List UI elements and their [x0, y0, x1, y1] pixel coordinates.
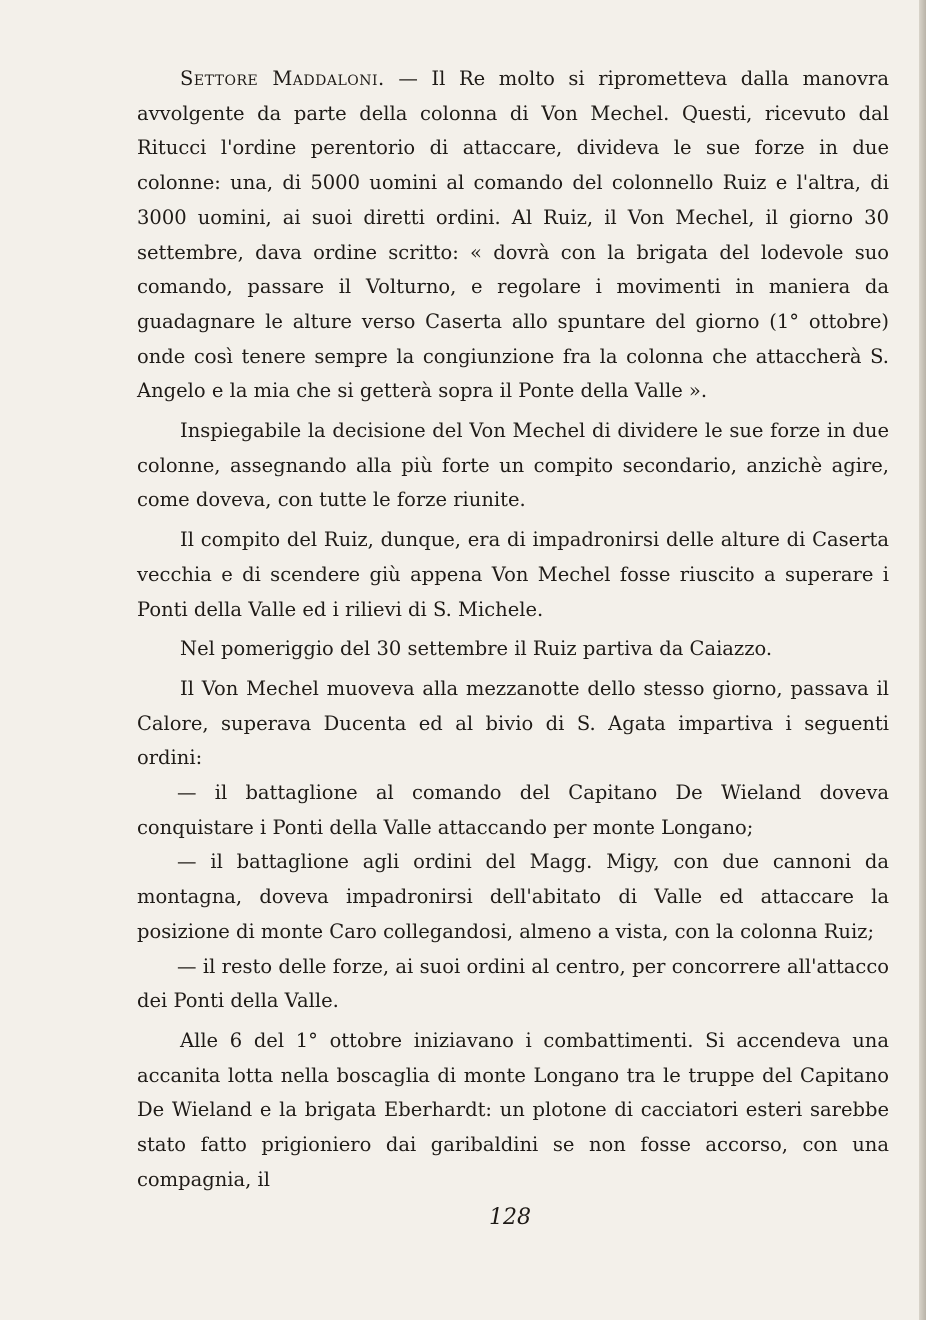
paragraph: Alle 6 del 1° ottobre iniziavano i combattimenti. Si accendeva una accanita lotta nella boscaglia di monte Longano tra le truppe del Capitano De Wieland e la brigata Eberhardt: un plotone di cacciatori esteri sarebbe stato fatto prigioniero dai garibaldini se non fosse accorso, con una compagnia, il [137, 1028, 889, 1191]
section-heading: Settore Maddaloni. [180, 67, 385, 90]
body-text [137, 62, 889, 1198]
order-list-item: — il battaglione agli ordini del Magg. Migy, con due cannoni da montagna, doveva impadronirsi dell'abitato di Valle ed attaccare la posizione di monte Caro collegandosi, almeno a vista, con la colonna Ruiz; [137, 850, 889, 943]
page-number: 128 [489, 1205, 531, 1230]
paragraph-text: — Il Re molto si riprometteva dalla manovra avvolgente da parte della colonna di Von Mechel. Questi, ricevuto dal Ritucci l'ordine perentorio di attaccare, divideva le sue forze in due colonne: una, di 5000 uomini al comando del colonnello Ruiz e l'altra, di 3000 uomini, ai suoi diretti ordini. Al Ruiz, il Von Mechel, il giorno 30 settembre, dava ordine scritto: « dovrà con la brigata del lodevole suo comando, passare il Volturno, e regolare i movimenti in maniera da guadagnare le alture verso Caserta allo spuntare del giorno (1° ottobre) onde così tenere sempre la congiunzione fra la colonna che attaccherà S. Angelo e la mia che si getterà sopra il Ponte della Valle ». [137, 67, 889, 403]
paragraph: Nel pomeriggio del 30 settembre il Ruiz partiva da Caiazzo. [180, 637, 773, 661]
paragraph [137, 62, 889, 409]
paragraph: Inspiegabile la decisione del Von Mechel di dividere le sue forze in due colonne, assegnando alla più forte un compito secondario, anzichè agire, come doveva, con tutte le forze riunite. [137, 419, 889, 512]
paragraph: Il Von Mechel muoveva alla mezzanotte dello stesso giorno, passava il Calore, superava Ducenta ed al bivio di S. Agata impartiva i seguenti ordini: [137, 676, 889, 770]
paragraph: Il compito del Ruiz, dunque, era di impadronirsi delle alture di Caserta vecchia e di scendere giù appena Von Mechel fosse riuscito a superare i Ponti della Valle ed i rilievi di S. Michele. [137, 528, 889, 621]
order-list-item: — il battaglione al comando del Capitano De Wieland doveva conquistare i Ponti della Valle attaccando per monte Longano; [137, 781, 889, 839]
page-edge [919, 0, 926, 1320]
order-list-item: — il resto delle forze, ai suoi ordini al centro, per concorrere all'attacco dei Ponti della Valle. [137, 954, 889, 1013]
